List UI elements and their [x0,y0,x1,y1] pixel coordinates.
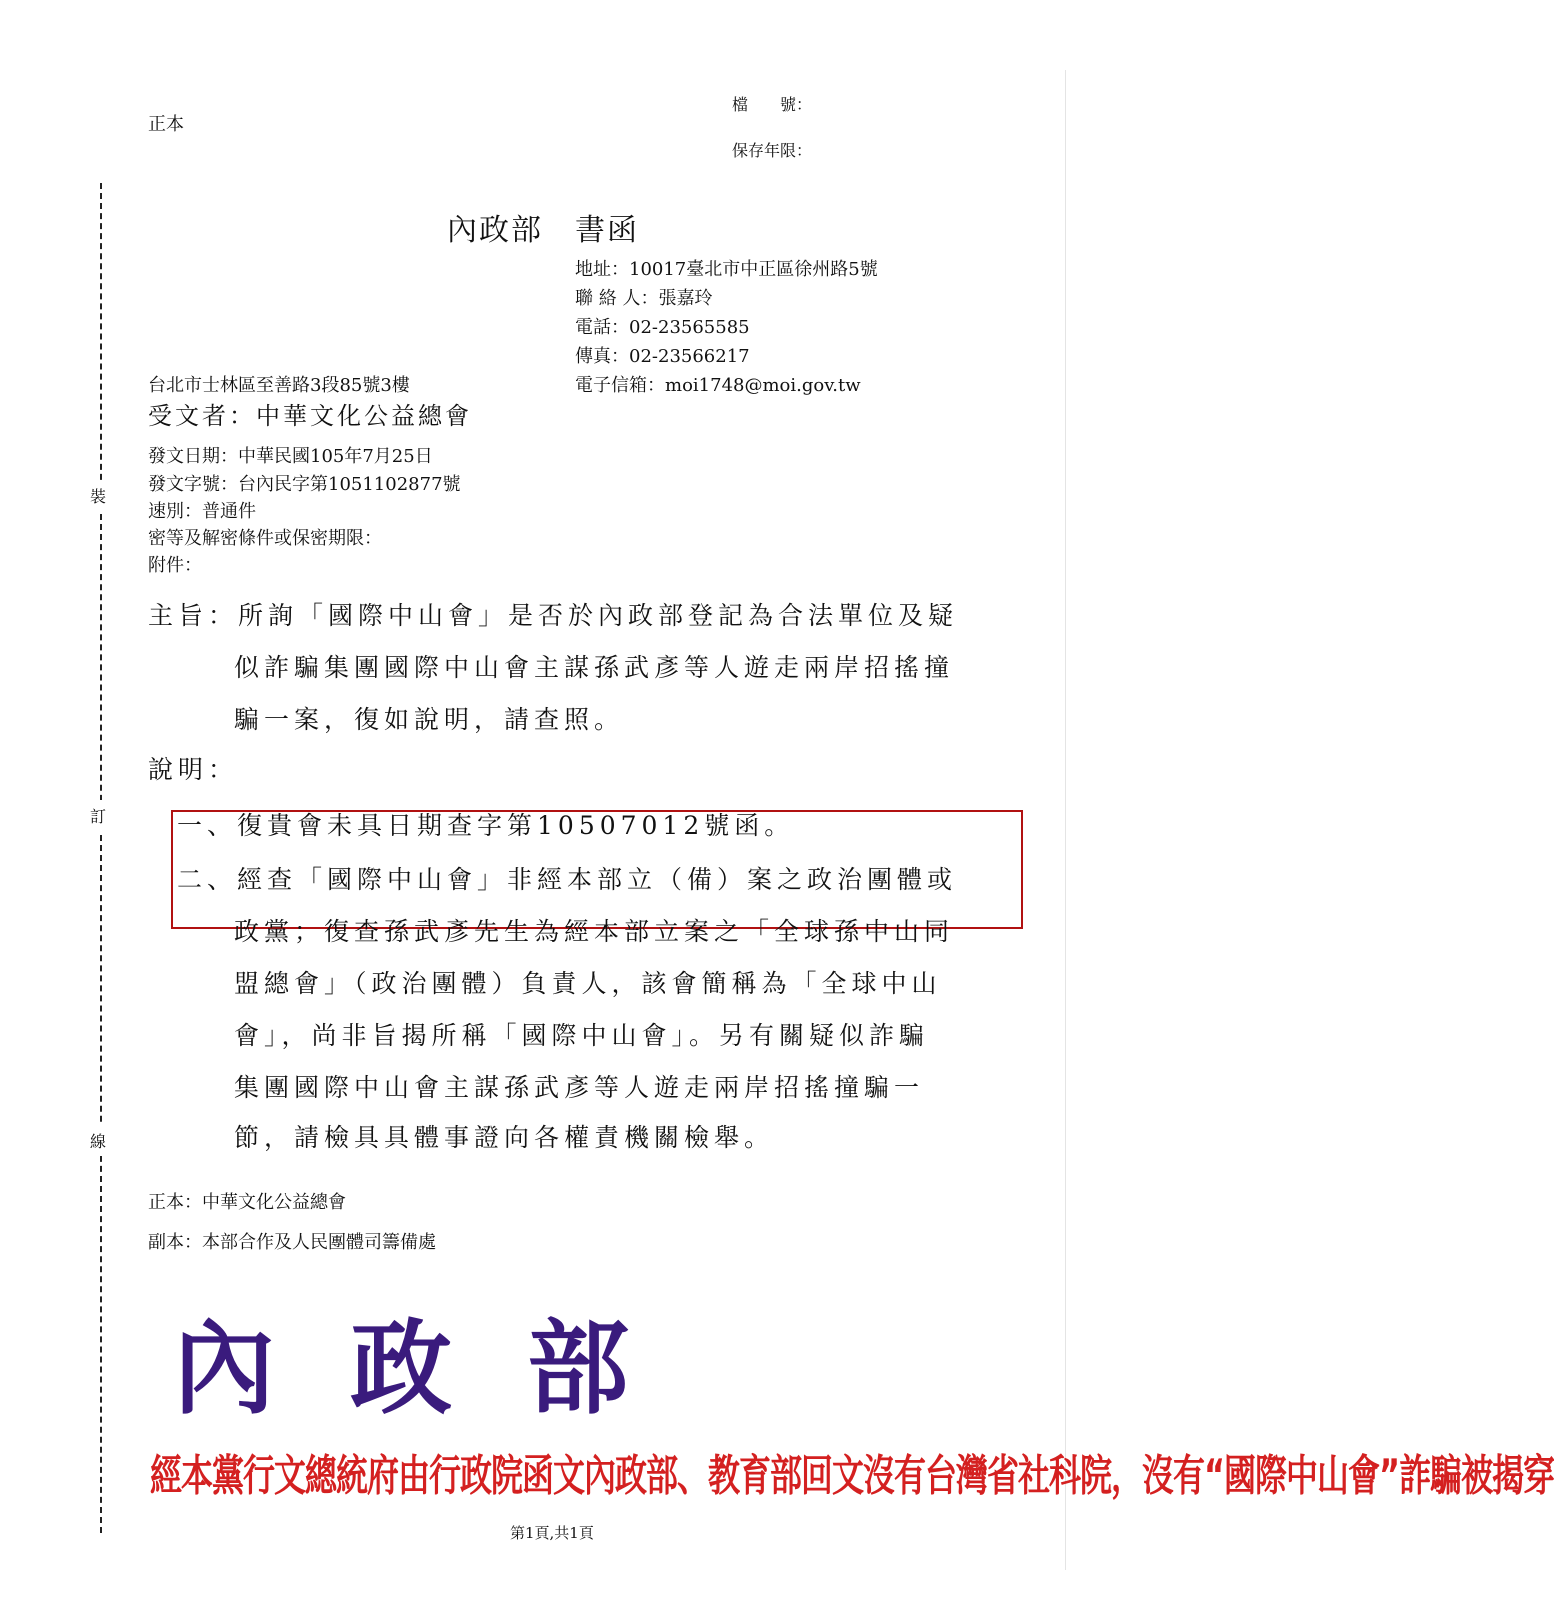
subject-line-3: 騙一案，復如說明，請查照。 [234,705,625,734]
subject-line-1: 主旨：所詢「國際中山會」是否於內政部登記為合法單位及疑 [148,601,959,630]
explanation-item-2-line-3: 盟總會」（政治團體）負責人，該會簡稱為「全球中山 [234,969,942,998]
contact-email: 電子信箱：moi1748@moi.gov.tw [575,375,861,396]
document-title: 內政部 書函 [447,213,639,248]
contact-address: 地址：10017臺北市中正區徐州路5號 [575,259,878,280]
explanation-item-2-line-5: 集團國際中山會主謀孫武彥等人遊走兩岸招搖撞騙一 [234,1073,925,1102]
explanation-item-2-line-4: 會」，尚非旨揭所稱「國際中山會」。另有關疑似詐騙 [234,1021,930,1050]
red-caption: 經本黨行文總統府由行政院函文內政部、教育部回文沒有台灣省社科院，沒有“國際中山會”詐騙被揭穿 [150,1450,1554,1502]
binding-mark-staple: 訂 [90,800,106,831]
explanation-item-2-line-2: 政黨；復查孫武彥先生為經本部立案之「全球孫中山同 [234,917,955,946]
contact-fax: 傳真：02-23566217 [575,346,750,367]
subject-line-2: 似詐騙集團國際中山會主謀孫武彥等人遊走兩岸招搖撞 [234,653,955,682]
issue-date: 發文日期：中華民國105年7月25日 [148,446,433,467]
corner-mark: 正本 [148,114,184,135]
explanation-label: 說明： [148,755,239,784]
original-recipient: 正本：中華文化公益總會 [148,1192,346,1213]
recipient: 受文者：中華文化公益總會 [148,402,472,430]
attachments: 附件： [148,555,202,576]
delivery-speed: 速別：普通件 [148,501,256,522]
secrecy-level: 密等及解密條件或保密期限： [148,528,382,549]
page-number: 第1頁,共1頁 [510,1524,594,1542]
contact-phone: 電話：02-23565585 [575,317,750,338]
document-number: 發文字號：台內民字第1051102877號 [148,474,461,495]
binding-mark-bind: 裝 [90,480,106,511]
binding-line [100,183,102,1533]
explanation-item-2-line-6: 節，請檢具具體事證向各權責機關檢舉。 [234,1123,775,1152]
scan-edge-line [1065,70,1066,1570]
explanation-item-1: 一、復貴會未具日期查字第10507012號函。 [177,811,795,840]
contact-person: 聯 絡 人：張嘉玲 [575,288,713,309]
recipient-address: 台北市士林區至善路3段85號3樓 [148,375,410,396]
retention-label: 保存年限： [732,141,813,160]
explanation-item-2-line-1: 二、經查「國際中山會」非經本部立（備）案之政治團體或 [177,865,958,894]
file-number-label: 檔 號： [732,95,813,114]
copy-recipient: 副本：本部合作及人民團體司籌備處 [148,1232,436,1253]
ministry-stamp: 內政部 [173,1310,704,1429]
binding-mark-line: 線 [90,1125,106,1156]
